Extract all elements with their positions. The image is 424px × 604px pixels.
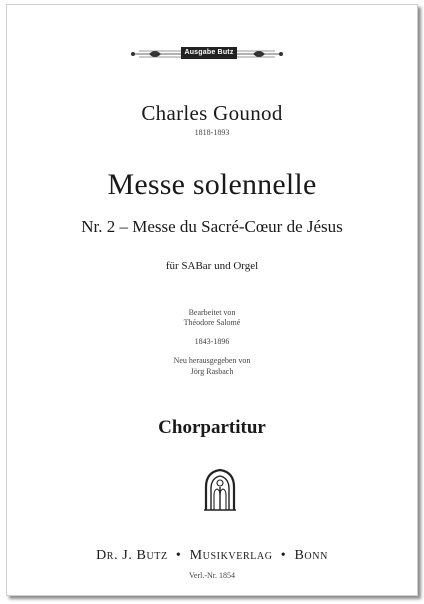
publisher-name: Dr. J. Butz <box>96 548 168 563</box>
arranger-years: 1843-1896 <box>194 337 230 346</box>
publisher-line <box>7 548 417 564</box>
separator-dot: • <box>175 548 182 563</box>
scoring: für SABar und Orgel <box>165 260 259 272</box>
publisher-city: Bonn <box>294 548 328 563</box>
publisher-type: Musikverlag <box>189 548 273 563</box>
series-badge: Ausgabe Butz <box>181 47 237 59</box>
edition-type: Chorpartitur <box>158 417 266 438</box>
arranger-label: Bearbeitet von <box>188 308 236 317</box>
work-title: Messe solennelle <box>107 168 317 201</box>
composer-years: 1818-1893 <box>194 128 230 137</box>
editor-name: Jörg Rasbach <box>190 367 234 376</box>
score-cover <box>6 4 418 596</box>
work-subtitle: Nr. 2 – Messe du Sacré-Cœur de Jésus <box>81 217 343 236</box>
composer-name: Charles Gounod <box>141 101 283 125</box>
arranger-name: Théodore Salomé <box>183 318 241 327</box>
gothic-window-logo <box>203 469 237 511</box>
editor-label: Neu herausgegeben von <box>173 356 251 365</box>
verlag-number: Verl.-Nr. 1854 <box>189 571 235 580</box>
separator-dot: • <box>280 548 287 563</box>
